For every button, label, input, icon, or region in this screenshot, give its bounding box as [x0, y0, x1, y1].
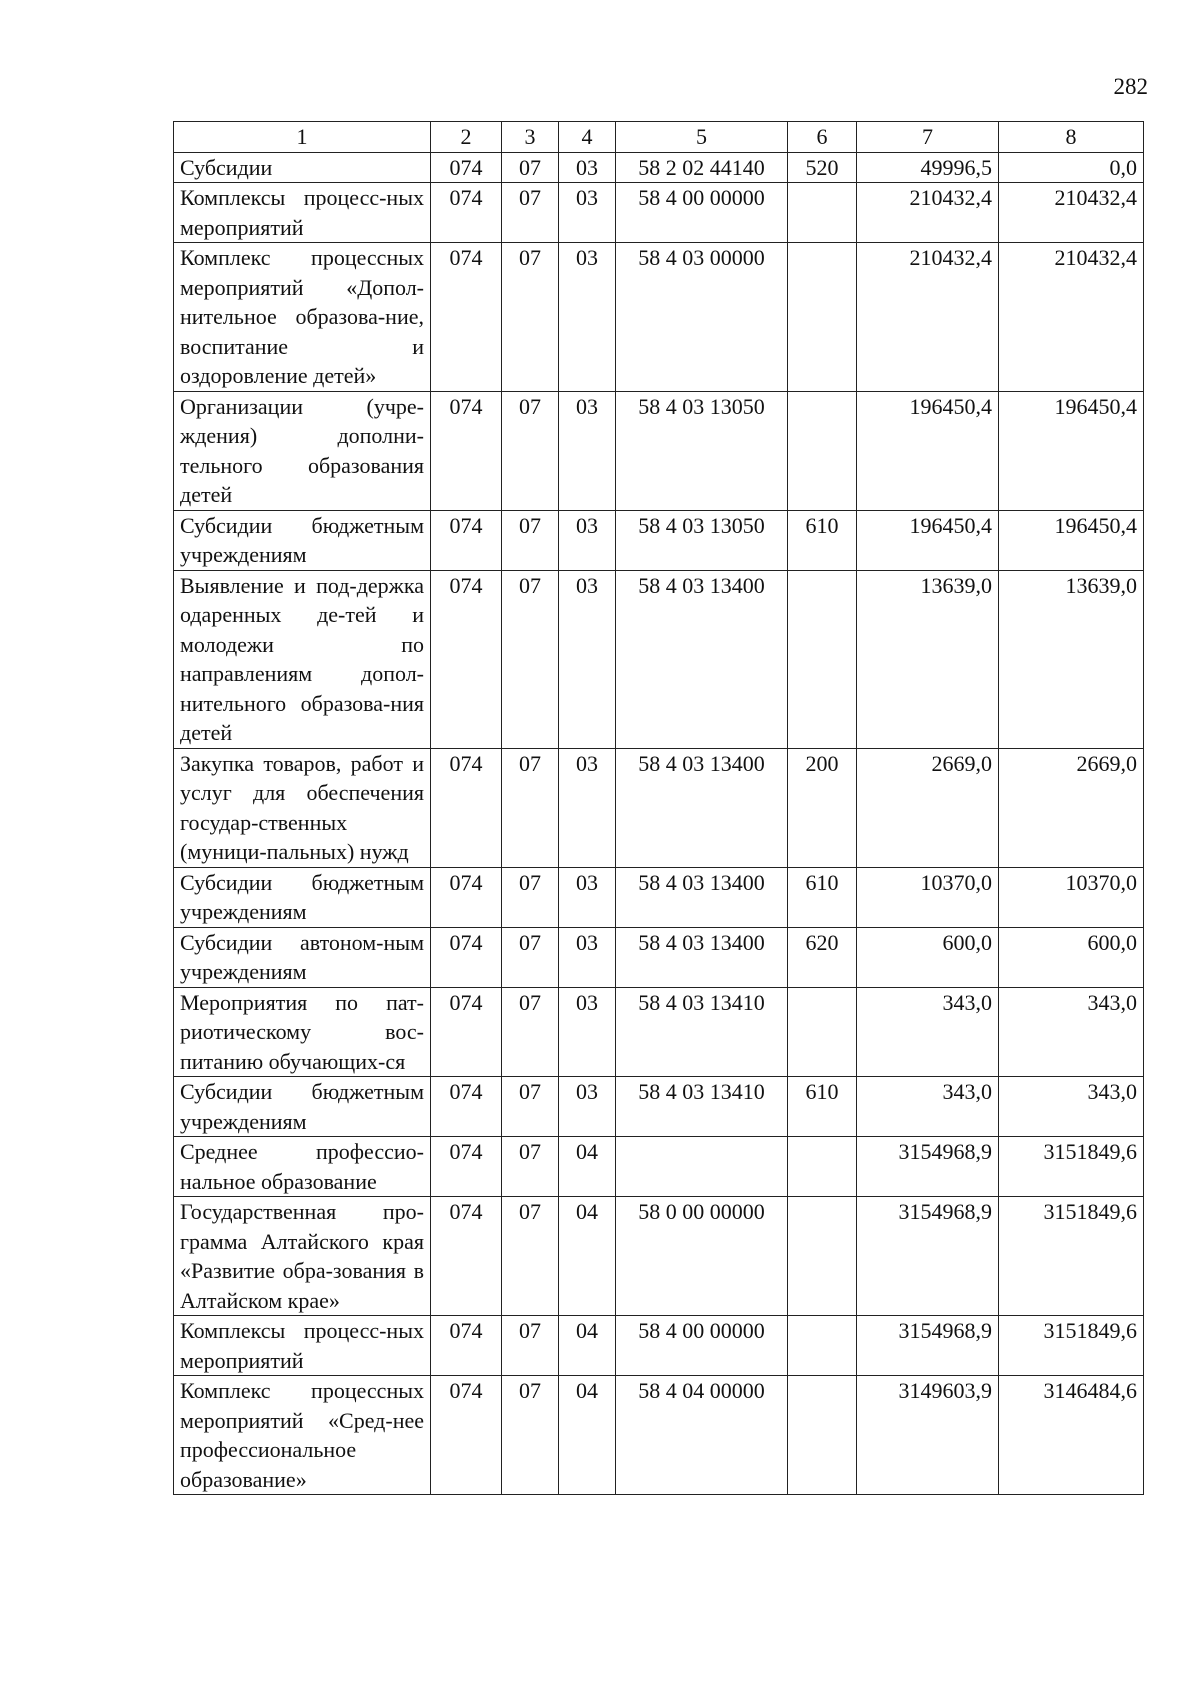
amount-col7-cell: 49996,5: [857, 152, 999, 183]
expense-type-cell: 200: [788, 748, 857, 867]
expense-type-cell: [788, 183, 857, 243]
target-article-cell: 58 4 00 00000: [616, 1316, 788, 1376]
amount-col7-cell: 210432,4: [857, 183, 999, 243]
subsection-cell: 03: [559, 927, 616, 987]
section-cell: 07: [502, 1316, 559, 1376]
expense-name-cell: Выявление и под-держка одаренных де-тей и молодежи по направлениям допол-нительного образова-ния детей: [174, 570, 431, 748]
amount-col8-cell: 600,0: [999, 927, 1144, 987]
ministry-code-cell: 074: [431, 1316, 502, 1376]
expense-type-cell: 620: [788, 927, 857, 987]
amount-col8-cell: 0,0: [999, 152, 1144, 183]
subsection-cell: 03: [559, 183, 616, 243]
section-cell: 07: [502, 1197, 559, 1316]
target-article-cell: [616, 1137, 788, 1197]
ministry-code-cell: 074: [431, 1376, 502, 1495]
subsection-cell: 03: [559, 867, 616, 927]
table-row: [174, 152, 1144, 183]
ministry-code-cell: 074: [431, 987, 502, 1077]
ministry-code-cell: 074: [431, 1197, 502, 1316]
ministry-code-cell: 074: [431, 391, 502, 510]
column-header: 7: [857, 122, 999, 153]
expense-type-cell: 520: [788, 152, 857, 183]
expense-type-cell: 610: [788, 867, 857, 927]
amount-col7-cell: 196450,4: [857, 510, 999, 570]
target-article-cell: 58 4 03 13050: [616, 510, 788, 570]
amount-col7-cell: 210432,4: [857, 243, 999, 392]
expense-type-cell: 610: [788, 1077, 857, 1137]
amount-col8-cell: 196450,4: [999, 510, 1144, 570]
section-cell: 07: [502, 1137, 559, 1197]
table-row: [174, 1316, 1144, 1376]
table-row: [174, 183, 1144, 243]
subsection-cell: 03: [559, 987, 616, 1077]
ministry-code-cell: 074: [431, 1137, 502, 1197]
amount-col8-cell: 196450,4: [999, 391, 1144, 510]
expense-name-cell: Субсидии бюджетным учреждениям: [174, 1077, 431, 1137]
table-row: [174, 243, 1144, 392]
amount-col8-cell: 210432,4: [999, 243, 1144, 392]
table-row: [174, 510, 1144, 570]
amount-col7-cell: 2669,0: [857, 748, 999, 867]
expense-name-cell: Закупка товаров, работ и услуг для обеспечения государ-ственных (муници-пальных) нужд: [174, 748, 431, 867]
target-article-cell: 58 2 02 44140: [616, 152, 788, 183]
expense-type-cell: [788, 1137, 857, 1197]
amount-col7-cell: 3149603,9: [857, 1376, 999, 1495]
budget-table: [173, 121, 1144, 1495]
section-cell: 07: [502, 183, 559, 243]
section-cell: 07: [502, 243, 559, 392]
amount-col8-cell: 10370,0: [999, 867, 1144, 927]
ministry-code-cell: 074: [431, 927, 502, 987]
target-article-cell: 58 4 03 13400: [616, 748, 788, 867]
section-cell: 07: [502, 867, 559, 927]
expense-name-cell: Субсидии бюджетным учреждениям: [174, 510, 431, 570]
expense-name-cell: Организации (учре-ждения) дополни-тельного образования детей: [174, 391, 431, 510]
ministry-code-cell: 074: [431, 152, 502, 183]
subsection-cell: 03: [559, 243, 616, 392]
table-row: [174, 748, 1144, 867]
target-article-cell: 58 4 04 00000: [616, 1376, 788, 1495]
section-cell: 07: [502, 510, 559, 570]
amount-col7-cell: 3154968,9: [857, 1137, 999, 1197]
amount-col7-cell: 3154968,9: [857, 1197, 999, 1316]
ministry-code-cell: 074: [431, 243, 502, 392]
expense-name-cell: Субсидии автоном-ным учреждениям: [174, 927, 431, 987]
target-article-cell: 58 4 03 00000: [616, 243, 788, 392]
target-article-cell: 58 4 00 00000: [616, 183, 788, 243]
section-cell: 07: [502, 570, 559, 748]
subsection-cell: 03: [559, 510, 616, 570]
subsection-cell: 03: [559, 391, 616, 510]
ministry-code-cell: 074: [431, 867, 502, 927]
target-article-cell: 58 4 03 13400: [616, 927, 788, 987]
subsection-cell: 03: [559, 152, 616, 183]
table-row: [174, 1077, 1144, 1137]
target-article-cell: 58 4 03 13400: [616, 570, 788, 748]
expense-name-cell: Комплекс процессных мероприятий «Допол-нительное образова-ние, воспитание и оздоровление детей»: [174, 243, 431, 392]
expense-name-cell: Мероприятия по пат-риотическому вос-питанию обучающих-ся: [174, 987, 431, 1077]
amount-col8-cell: 343,0: [999, 1077, 1144, 1137]
amount-col7-cell: 10370,0: [857, 867, 999, 927]
expense-type-cell: [788, 1376, 857, 1495]
amount-col8-cell: 2669,0: [999, 748, 1144, 867]
section-cell: 07: [502, 748, 559, 867]
target-article-cell: 58 4 03 13400: [616, 867, 788, 927]
expense-name-cell: Субсидии бюджетным учреждениям: [174, 867, 431, 927]
amount-col8-cell: 3151849,6: [999, 1137, 1144, 1197]
section-cell: 07: [502, 1376, 559, 1495]
table-row: [174, 1197, 1144, 1316]
amount-col8-cell: 3146484,6: [999, 1376, 1144, 1495]
column-header: 3: [502, 122, 559, 153]
expense-type-cell: 610: [788, 510, 857, 570]
column-header: 1: [174, 122, 431, 153]
table-row: [174, 1376, 1144, 1495]
amount-col7-cell: 600,0: [857, 927, 999, 987]
target-article-cell: 58 4 03 13410: [616, 1077, 788, 1137]
subsection-cell: 04: [559, 1316, 616, 1376]
section-cell: 07: [502, 152, 559, 183]
expense-name-cell: Среднее профессио-нальное образование: [174, 1137, 431, 1197]
expense-type-cell: [788, 391, 857, 510]
amount-col7-cell: 343,0: [857, 1077, 999, 1137]
ministry-code-cell: 074: [431, 510, 502, 570]
amount-col8-cell: 3151849,6: [999, 1316, 1144, 1376]
subsection-cell: 04: [559, 1197, 616, 1316]
expense-type-cell: [788, 1197, 857, 1316]
table-row: [174, 927, 1144, 987]
section-cell: 07: [502, 1077, 559, 1137]
column-header: 2: [431, 122, 502, 153]
section-cell: 07: [502, 927, 559, 987]
expense-name-cell: Комплексы процесс-ных мероприятий: [174, 1316, 431, 1376]
ministry-code-cell: 074: [431, 183, 502, 243]
amount-col7-cell: 196450,4: [857, 391, 999, 510]
table-body: [174, 152, 1144, 1495]
target-article-cell: 58 4 03 13410: [616, 987, 788, 1077]
amount-col7-cell: 13639,0: [857, 570, 999, 748]
amount-col8-cell: 3151849,6: [999, 1197, 1144, 1316]
expense-name-cell: Субсидии: [174, 152, 431, 183]
subsection-cell: 04: [559, 1137, 616, 1197]
ministry-code-cell: 074: [431, 1077, 502, 1137]
expense-type-cell: [788, 570, 857, 748]
amount-col7-cell: 343,0: [857, 987, 999, 1077]
expense-type-cell: [788, 987, 857, 1077]
target-article-cell: 58 0 00 00000: [616, 1197, 788, 1316]
expense-type-cell: [788, 243, 857, 392]
expense-name-cell: Государственная про-грамма Алтайского края «Развитие обра-зования в Алтайском крае»: [174, 1197, 431, 1316]
amount-col8-cell: 343,0: [999, 987, 1144, 1077]
column-header: 5: [616, 122, 788, 153]
expense-name-cell: Комплексы процесс-ных мероприятий: [174, 183, 431, 243]
subsection-cell: 03: [559, 1077, 616, 1137]
subsection-cell: 03: [559, 570, 616, 748]
subsection-cell: 04: [559, 1376, 616, 1495]
table-row: [174, 867, 1144, 927]
table-row: [174, 1137, 1144, 1197]
table-row: [174, 987, 1144, 1077]
section-cell: 07: [502, 391, 559, 510]
column-header: 4: [559, 122, 616, 153]
amount-col8-cell: 13639,0: [999, 570, 1144, 748]
section-cell: 07: [502, 987, 559, 1077]
column-header: 6: [788, 122, 857, 153]
expense-type-cell: [788, 1316, 857, 1376]
amount-col8-cell: 210432,4: [999, 183, 1144, 243]
table-row: [174, 570, 1144, 748]
subsection-cell: 03: [559, 748, 616, 867]
ministry-code-cell: 074: [431, 570, 502, 748]
page-number: 282: [1113, 74, 1148, 99]
header-row: [174, 122, 1144, 153]
amount-col7-cell: 3154968,9: [857, 1316, 999, 1376]
ministry-code-cell: 074: [431, 748, 502, 867]
column-header: 8: [999, 122, 1144, 153]
expense-name-cell: Комплекс процессных мероприятий «Сред-нее профессиональное образование»: [174, 1376, 431, 1495]
target-article-cell: 58 4 03 13050: [616, 391, 788, 510]
table-row: [174, 391, 1144, 510]
